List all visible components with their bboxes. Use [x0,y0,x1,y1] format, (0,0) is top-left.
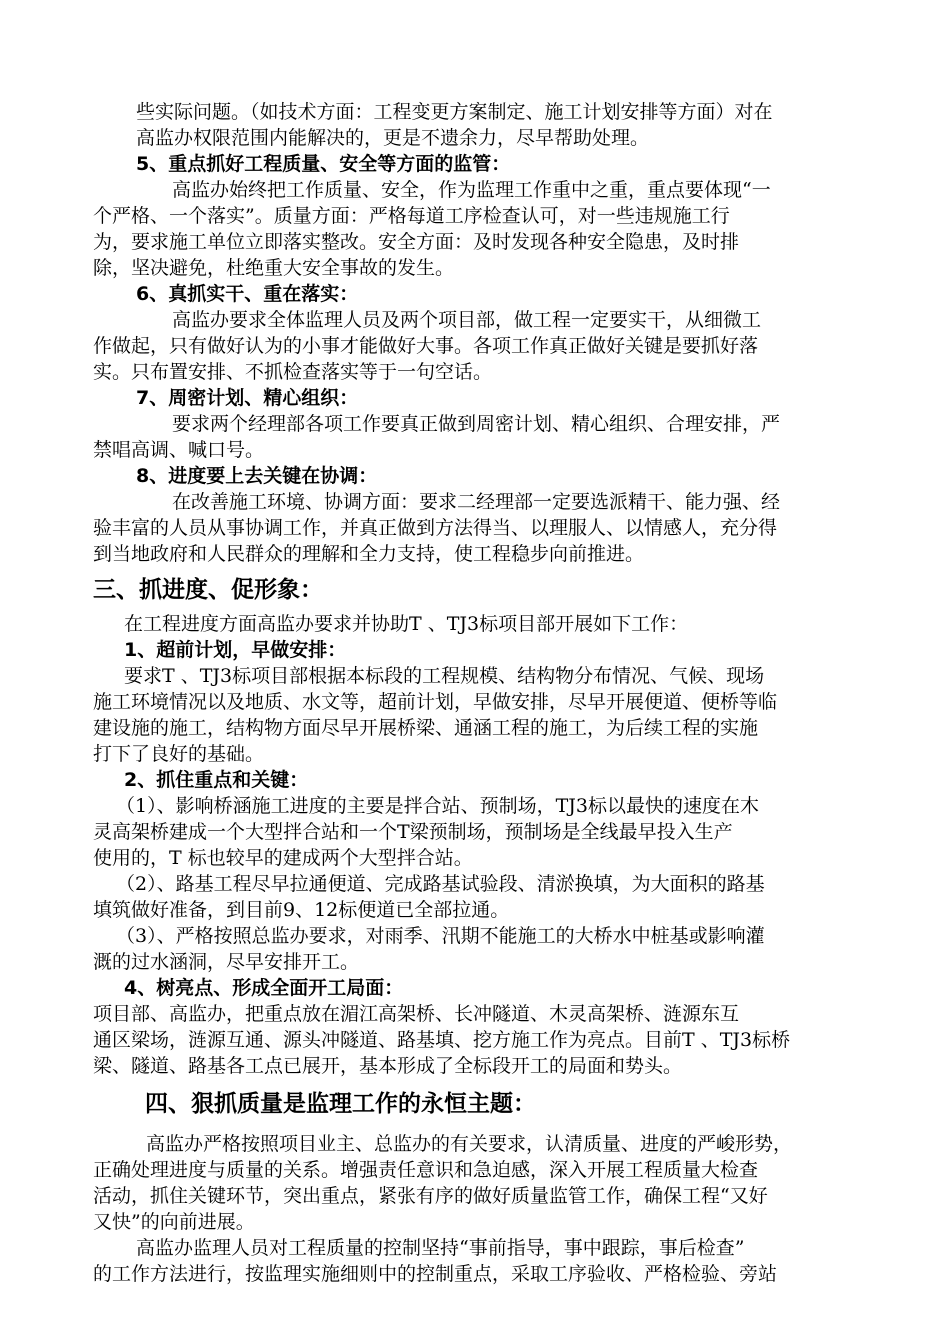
text-line: 要求两个经理部各项工作要真正做到周密计划、精心组织、合理安排，严 [172,413,781,435]
text-line: 又快”的向前进展。 [93,1211,255,1233]
text-line: 灵高架桥建成一个大型拌合站和一个T梁预制场，预制场是全线最早投入生产 [93,821,733,843]
text-line: 高监办始终把工作质量、安全，作为监理工作重中之重，重点要体现“一 [172,179,771,201]
text-line: 高监办监理人员对工程质量的控制坚持“事前指导，事中跟踪，事后检查” [136,1237,745,1259]
text-line: 验丰富的人员从事协调工作，并真正做到方法得当、以理服人、以情感人，充分得 [93,517,778,539]
text-line: 些实际问题。（如技术方面：工程变更方案制定、施工计划安排等方面）对在 [136,101,773,123]
text-line: 作做起，只有做好认为的小事才能做好大事。各项工作真正做好关键是要抓好落 [93,335,759,357]
text-line: 梁、隧道、路基各工点已展开，基本形成了全标段开工的局面和势头。 [93,1055,683,1077]
text-line: 施工环境情况以及地质、水文等，超前计划，早做安排，尽早开展便道、便桥等临 [93,691,778,713]
text-line: 在工程进度方面高监办要求并协助T 、TJ3标项目部开展如下工作： [124,613,689,635]
text-line: （3）、严格按照总监办要求，对雨季、汛期不能施工的大桥水中桩基或影响灌 [116,925,765,947]
section-heading-4: 4、树亮点、形成全面开工局面： [124,977,404,999]
section-heading-7: 7、周密计划、精心组织： [136,387,359,409]
text-line: 禁唱高调、喊口号。 [93,439,265,461]
text-line: （1）、影响桥涵施工进度的主要是拌合站、预制场，TJ3标以最快的速度在木 [116,795,759,817]
text-line: 正确处理进度与质量的关系。增强责任意识和急迫感，深入开展工程质量大检查 [93,1159,759,1181]
text-line: 活动，抓住关键环节，突出重点，紧张有序的做好质量监管工作，确保工程“又好 [93,1185,768,1207]
section-heading-2: 2、抓住重点和关键： [124,769,309,791]
text-line: 在改善施工环境、协调方面：要求二经理部一定要选派精干、能力强、经 [172,491,781,513]
section-heading-1: 1、超前计划，早做安排： [124,639,347,661]
text-line: 高监办权限范围内能解决的，更是不遗余力，尽早帮助处理。 [136,127,650,149]
text-line: 建设施的施工，结构物方面尽早开展桥梁、通涵工程的施工，为后续工程的实施 [93,717,759,739]
text-line: 使用的，T 标也较早的建成两个大型拌合站。 [93,847,473,869]
section-heading-6: 6、真抓实干、重在落实： [136,283,359,305]
text-line: 到当地政府和人民群众的理解和全力支持，使工程稳步向前推进。 [93,543,645,565]
text-line: 个严格、一个落实”。质量方面：严格每道工序检查认可，对一些违规施工行 [93,205,730,227]
text-line: 通区梁场，涟源互通、源头冲隧道、路基填、挖方施工作为亮点。目前T 、TJ3标桥 [93,1029,791,1051]
section-heading-8: 8、进度要上去关键在协调： [136,465,378,487]
text-line: 实。只布置安排、不抓检查落实等于一句空话。 [93,361,493,383]
text-line: 填筑做好准备，到目前9、12标便道已全部拉通。 [93,899,510,921]
chapter-heading-3: 三、抓进度、促形象： [93,577,323,603]
text-line: 除，坚决避免，杜绝重大安全事故的发生。 [93,257,455,279]
text-line: 要求T 、TJ3标项目部根据本标段的工程规模、结构物分布情况、气候、现场 [124,665,765,687]
text-line: 为，要求施工单位立即落实整改。安全方面：及时发现各种安全隐患，及时排 [93,231,740,253]
text-line: 高监办要求全体监理人员及两个项目部，做工程一定要实干，从细微工 [172,309,762,331]
section-heading-5: 5、重点抓好工程质量、安全等方面的监管： [136,153,511,175]
text-line: 打下了良好的基础。 [93,743,265,765]
chapter-heading-4: 四、狠抓质量是监理工作的永恒主题： [145,1091,536,1117]
text-line: 溉的过水涵洞，尽早安排开工。 [93,951,360,973]
text-line: 的工作方法进行，按监理实施细则中的控制重点，采取工序验收、严格检验、旁站 [93,1263,778,1285]
text-line: 高监办严格按照项目业主、总监办的有关要求，认清质量、进度的严峻形势， [146,1133,793,1155]
text-line: （2）、路基工程尽早拉通便道、完成路基试验段、清淤换填，为大面积的路基 [116,873,765,895]
text-line: 项目部、高监办，把重点放在湄江高架桥、长冲隧道、木灵高架桥、涟源东互 [93,1003,740,1025]
